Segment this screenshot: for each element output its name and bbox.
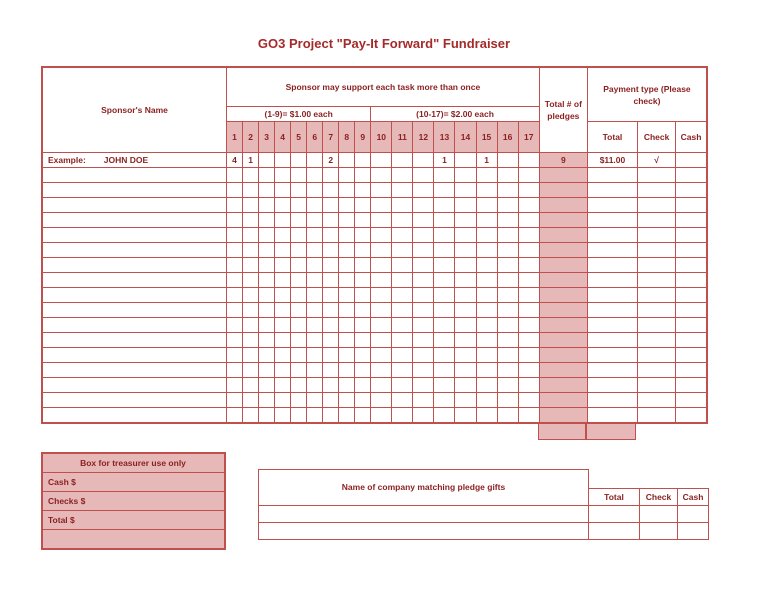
table-row (42, 408, 707, 424)
payment-type-header: Payment type (Please check) (587, 67, 707, 122)
table-row (42, 258, 707, 273)
example-task-4 (275, 153, 291, 168)
task-number-4: 4 (275, 122, 291, 153)
example-task-17 (518, 153, 539, 168)
company-total-header: Total (589, 488, 640, 505)
table-row (42, 273, 707, 288)
total-pledges-header: Total # of pledges (539, 67, 587, 153)
table-row (42, 168, 707, 183)
company-cash-header: Cash (678, 488, 709, 505)
task-number-9: 9 (355, 122, 371, 153)
task-number-2: 2 (243, 122, 259, 153)
example-task-12 (413, 153, 434, 168)
table-row (42, 228, 707, 243)
example-task-3 (259, 153, 275, 168)
example-name: JOHN DOE (103, 155, 149, 165)
task-number-12: 12 (413, 122, 434, 153)
company-row (259, 505, 589, 522)
example-task-11 (392, 153, 413, 168)
task-number-7: 7 (323, 122, 339, 153)
group2-header: (10-17)= $2.00 each (371, 107, 539, 122)
support-note-header: Sponsor may support each task more than once (227, 67, 540, 107)
table-row (42, 198, 707, 213)
example-task-1: 4 (227, 153, 243, 168)
task-number-3: 3 (259, 122, 275, 153)
example-task-13: 1 (434, 153, 455, 168)
payment-cash-header: Cash (676, 122, 707, 153)
company-label: Name of company matching pledge gifts (259, 470, 589, 506)
example-task-14 (455, 153, 476, 168)
example-cash (676, 153, 707, 168)
treasurer-cash: Cash $ (42, 473, 225, 492)
example-task-9 (355, 153, 371, 168)
company-matching-table (258, 469, 709, 540)
treasurer-box (41, 452, 226, 550)
task-number-1: 1 (227, 122, 243, 153)
table-row (42, 393, 707, 408)
example-sponsor-cell (42, 153, 227, 168)
treasurer-total: Total $ (42, 511, 225, 530)
example-total: $11.00 (587, 153, 637, 168)
treasurer-blank (42, 530, 225, 550)
example-task-16 (497, 153, 518, 168)
task-number-5: 5 (291, 122, 307, 153)
page-title: GO3 Project "Pay-It Forward" Fundraiser (257, 36, 511, 51)
table-row (42, 243, 707, 258)
payment-check-header: Check (638, 122, 676, 153)
table-row (42, 333, 707, 348)
table-row (42, 213, 707, 228)
grand-total-amount-cell (586, 423, 636, 440)
example-task-8 (339, 153, 355, 168)
table-row (42, 348, 707, 363)
task-number-17: 17 (518, 122, 539, 153)
example-task-7: 2 (323, 153, 339, 168)
table-row (42, 288, 707, 303)
example-task-6 (307, 153, 323, 168)
task-number-13: 13 (434, 122, 455, 153)
payment-total-header: Total (587, 122, 637, 153)
treasurer-title: Box for treasurer use only (42, 453, 225, 473)
grand-total-pledges-cell (538, 423, 586, 440)
table-row (42, 303, 707, 318)
task-number-8: 8 (339, 122, 355, 153)
treasurer-checks: Checks $ (42, 492, 225, 511)
task-number-14: 14 (455, 122, 476, 153)
task-number-6: 6 (307, 122, 323, 153)
example-task-2: 1 (243, 153, 259, 168)
example-task-15: 1 (476, 153, 497, 168)
example-task-10 (371, 153, 392, 168)
table-row (42, 318, 707, 333)
example-task-5 (291, 153, 307, 168)
group1-header: (1-9)= $1.00 each (227, 107, 371, 122)
pledge-table (41, 66, 708, 424)
table-row (42, 183, 707, 198)
task-number-16: 16 (497, 122, 518, 153)
example-total-pledges: 9 (539, 153, 587, 168)
task-number-10: 10 (371, 122, 392, 153)
task-number-15: 15 (476, 122, 497, 153)
task-number-11: 11 (392, 122, 413, 153)
sponsor-name-header: Sponsor's Name (42, 67, 227, 153)
table-row (42, 378, 707, 393)
company-row (259, 522, 589, 539)
example-check: √ (638, 153, 676, 168)
table-row (42, 363, 707, 378)
company-check-header: Check (640, 488, 678, 505)
example-label: Example: (48, 155, 86, 165)
